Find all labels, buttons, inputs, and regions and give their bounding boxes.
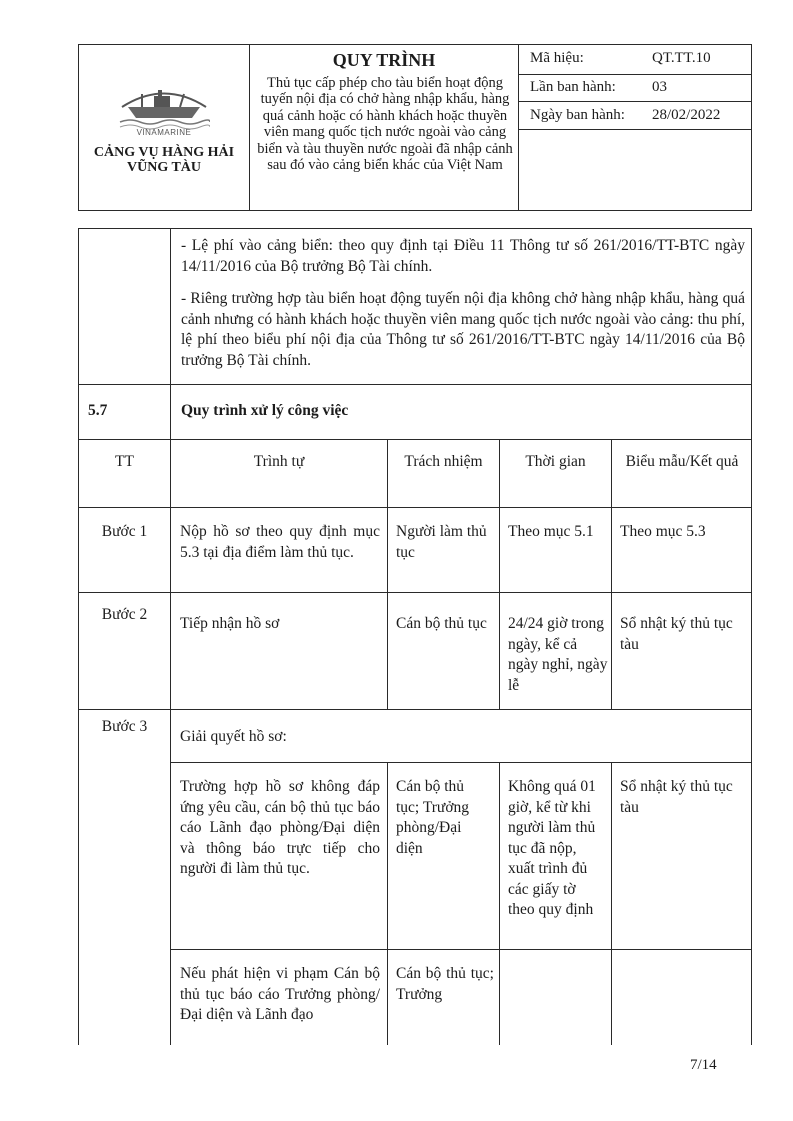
meta-label-date: Ngày ban hành:	[530, 107, 625, 123]
document-description: Thủ tục cấp phép cho tàu biển hoạt động tuyến nội địa có chở hàng nhập khẩu, hàng quá cảnh hoặc có hành khách hoặc thuyền viên mang quốc tịch nước ngoài vào cảng biển và tàu thuyền nước ngoài đã nhập cảnh sau đó vào cảng biển khác của Việt Nam	[257, 75, 513, 174]
meta-label-edition: Lần ban hành:	[530, 79, 616, 95]
section-number: 5.7	[88, 402, 108, 419]
step-responsibility: Cán bộ thủ tục	[396, 615, 487, 632]
substep-responsibility: Cán bộ thủ tục; Trưởng phòng/Đại diện	[396, 778, 470, 857]
fee-paragraph-1: - Lệ phí vào cảng biển: theo quy định tại Điều 11 Thông tư số 261/2016/TT-BTC ngày 14/11/2016 của Bộ trưởng Bộ Tài chính.	[181, 237, 745, 275]
step-number: Bước 1	[101, 523, 148, 540]
step-number: Bước 2	[101, 606, 148, 623]
step-description: Giải quyết hồ sơ:	[180, 728, 287, 745]
page-number: 7/14	[690, 1057, 717, 1073]
substep-description: Nếu phát hiện vi phạm Cán bộ thủ tục báo cáo Trưởng phòng/Đại diện và Lãnh đạo	[180, 965, 380, 1023]
meta-label-code: Mã hiệu:	[530, 50, 584, 66]
section-title: Quy trình xử lý công việc	[181, 402, 349, 419]
meta-value-date: 28/02/2022	[652, 107, 721, 123]
col-header-step: Trình tự	[253, 453, 305, 470]
col-header-tt: TT	[115, 453, 134, 470]
substep-description: Trường hợp hồ sơ không đáp ứng yêu cầu, cán bộ thủ tục báo cáo Lãnh đạo phòng/Đại diện và thông báo trực tiếp cho người đi làm thủ tục.	[180, 778, 380, 877]
step-description: Nộp hồ sơ theo quy định mục 5.3 tại địa điểm làm thủ tục.	[180, 523, 380, 561]
step-form: Theo mục 5.3	[620, 523, 706, 540]
step-description: Tiếp nhận hồ sơ	[180, 615, 280, 632]
fee-paragraph-2: - Riêng trường hợp tàu biển hoạt động tuyến nội địa không chở hàng nhập khẩu, hàng quá cảnh nhưng có hành khách hoặc thuyền viên mang quốc tịch nước ngoài vào cảng: thu phí, lệ phí theo biểu phí nội địa của Thông tư số 261/2016/TT-BTC ngày 14/11/2016 của Bộ trưởng Bộ Tài chính.	[181, 290, 745, 369]
step-responsibility: Người làm thủ tục	[396, 523, 487, 561]
step-time: Theo mục 5.1	[508, 523, 594, 540]
col-header-form: Biểu mẫu/Kết quả	[625, 453, 739, 470]
org-name-line2: VŨNG TÀU	[126, 160, 202, 175]
org-name-line1: CẢNG VỤ HÀNG HẢI	[93, 145, 235, 160]
org-small-name: VINAMARINE	[136, 128, 192, 137]
meta-value-edition: 03	[652, 79, 667, 95]
step-time: 24/24 giờ trong ngày, kể cả ngày nghỉ, ngày lễ	[508, 615, 608, 694]
step-form: Sổ nhật ký thủ tục tàu	[620, 615, 733, 653]
meta-value-code: QT.TT.10	[652, 50, 711, 66]
step-number: Bước 3	[101, 718, 148, 735]
col-header-responsibility: Trách nhiệm	[404, 453, 483, 470]
col-header-time: Thời gian	[525, 453, 586, 470]
substep-form: Sổ nhật ký thủ tục tàu	[620, 778, 733, 816]
substep-time: Không quá 01 giờ, kể từ khi người làm thủ tục đã nộp, xuất trình đủ các giấy tờ theo quy định	[508, 778, 596, 918]
substep-responsibility: Cán bộ thủ tục; Trưởng	[396, 965, 494, 1003]
document-type: QUY TRÌNH	[332, 50, 436, 70]
